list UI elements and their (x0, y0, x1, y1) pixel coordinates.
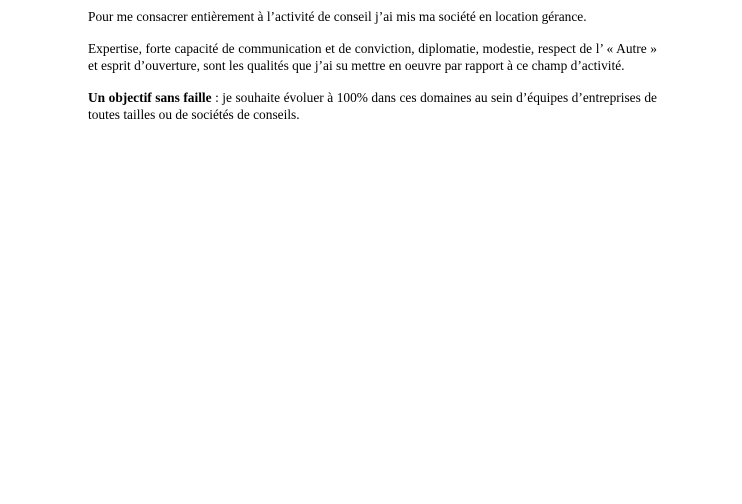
paragraph-text: : je souhaite évoluer à 100% dans ces domaines au sein d’équipes d’entreprises de toutes tailles ou de sociétés de conseils. (88, 90, 657, 122)
paragraph-lead-heading: Un objectif sans faille (88, 90, 212, 105)
paragraph-objectif (88, 89, 657, 123)
paragraph-text: Expertise, forte capacité de communication et de conviction, diplomatie, modestie, respect de l’ « Autre » et esprit d’ouverture, sont les qualités que j’ai su mettre en oeuvre par rapport à ce champ d’activité. (88, 41, 657, 73)
paragraph-text: Pour me consacrer entièrement à l’activité de conseil j’ai mis ma société en location gérance. (88, 9, 587, 24)
paragraph-qualites (88, 40, 657, 74)
paragraph-location-gerance (88, 8, 657, 25)
document-page (88, 8, 657, 123)
